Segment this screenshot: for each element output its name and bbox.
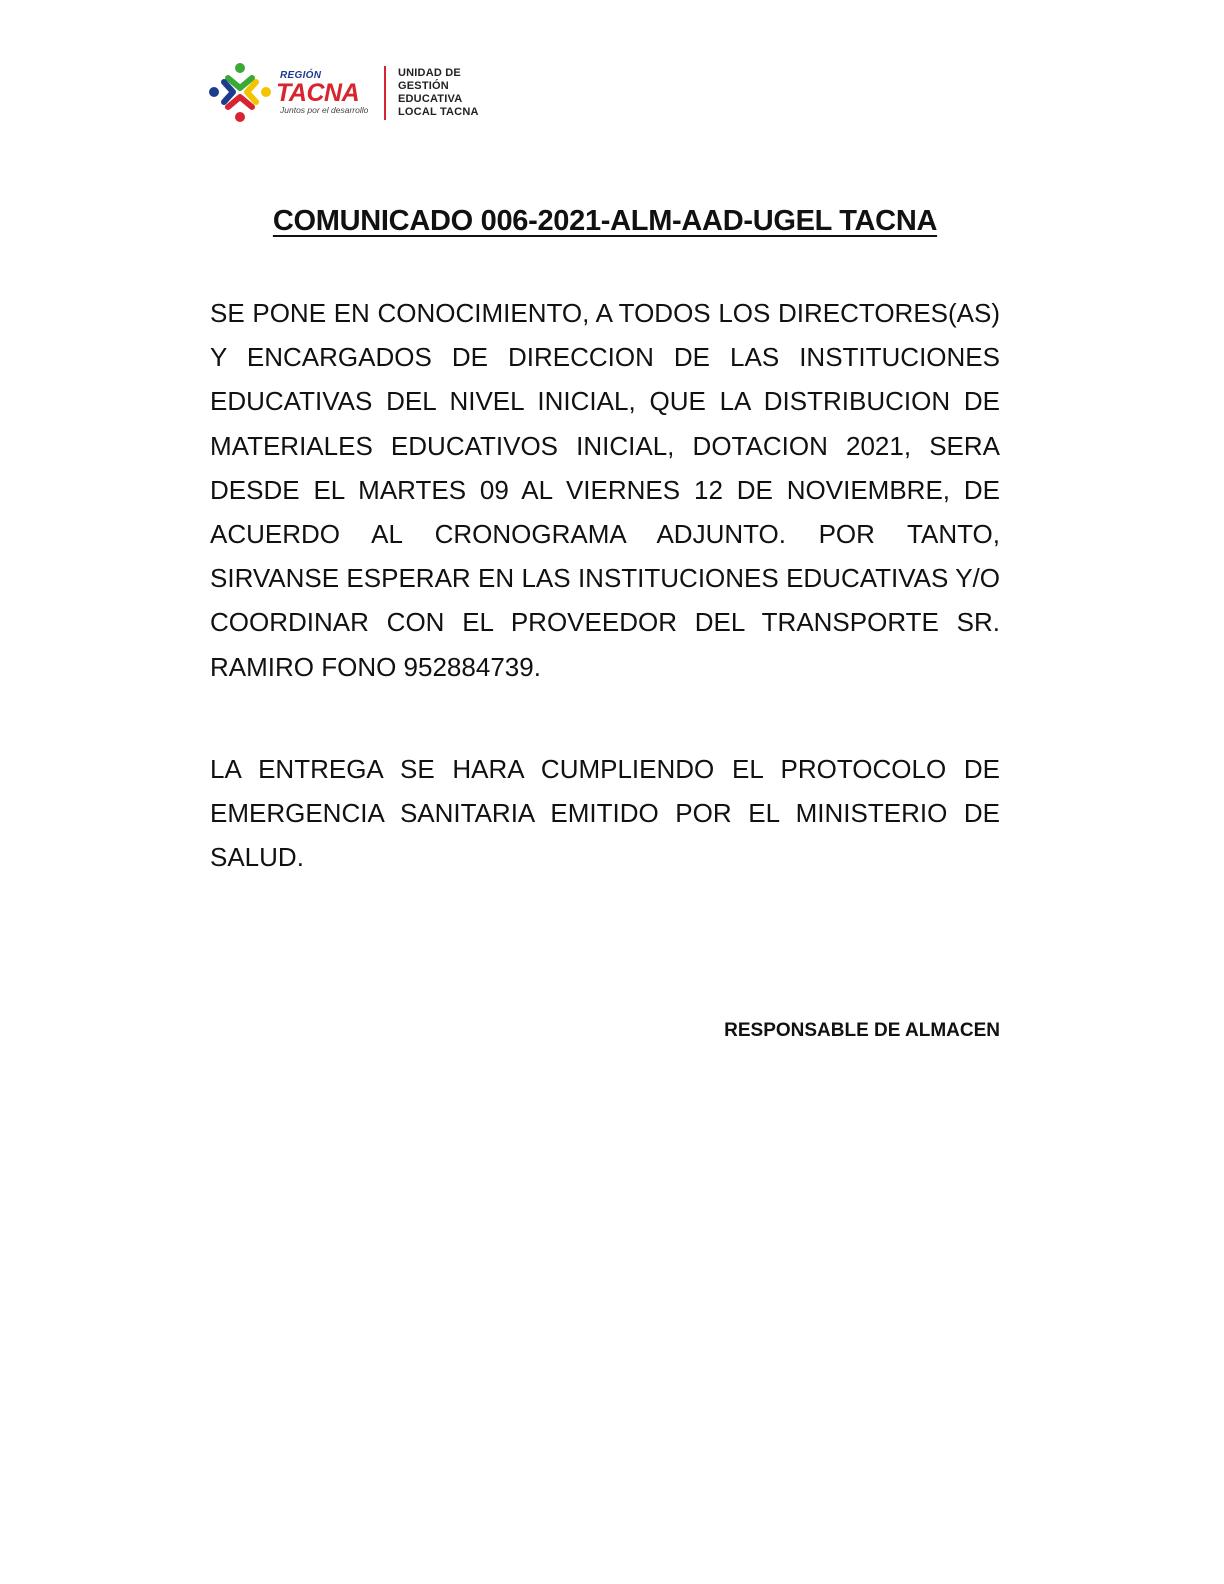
tacna-label: TACNA	[276, 79, 360, 107]
body-paragraph: SE PONE EN CONOCIMIENTO, A TODOS LOS DIRECTORES(AS) Y ENCARGADOS DE DIRECCION DE LAS INSTITUCIONES EDUCATIVAS DEL NIVEL INICIAL, QUE LA DISTRIBUCION DE MATERIALES EDUCATIVOS INICIAL, DOTACION 2021, SERA DESDE EL MARTES 09 AL VIERNES 12 DE NOVIEMBRE, DE ACUERDO AL CRONOGRAMA ADJUNTO. POR TANTO, SIRVANSE ESPERAR EN LAS INSTITUCIONES EDUCATIVAS Y/O COORDINAR CON EL PROVEEDOR DEL TRANSPORTE SR. RAMIRO FONO 952884739.	[210, 298, 1000, 682]
signature-line: RESPONSABLE DE ALMACEN	[724, 1020, 1000, 1041]
ugel-line: UNIDAD DE	[398, 67, 461, 79]
document-title: COMUNICADO 006-2021-ALM-AAD-UGEL TACNA	[272, 205, 938, 237]
ugel-line: EDUCATIVA	[398, 93, 463, 105]
ugel-line: LOCAL TACNA	[398, 106, 479, 118]
header-divider	[384, 66, 386, 120]
region-label: REGIÓN	[280, 70, 322, 81]
region-tacna-wordmark	[276, 71, 376, 115]
body-paragraph: LA ENTREGA SE HARA CUMPLIENDO EL PROTOCOLO DE EMERGENCIA SANITARIA EMITIDO POR EL MINISTERIO DE SALUD.	[210, 754, 1000, 873]
ugel-name	[398, 67, 479, 119]
letterhead	[208, 62, 479, 124]
slogan-label: Juntos por el desarrollo	[280, 105, 369, 115]
ugel-line: GESTIÓN	[398, 80, 449, 92]
region-tacna-logo-icon	[208, 62, 272, 124]
